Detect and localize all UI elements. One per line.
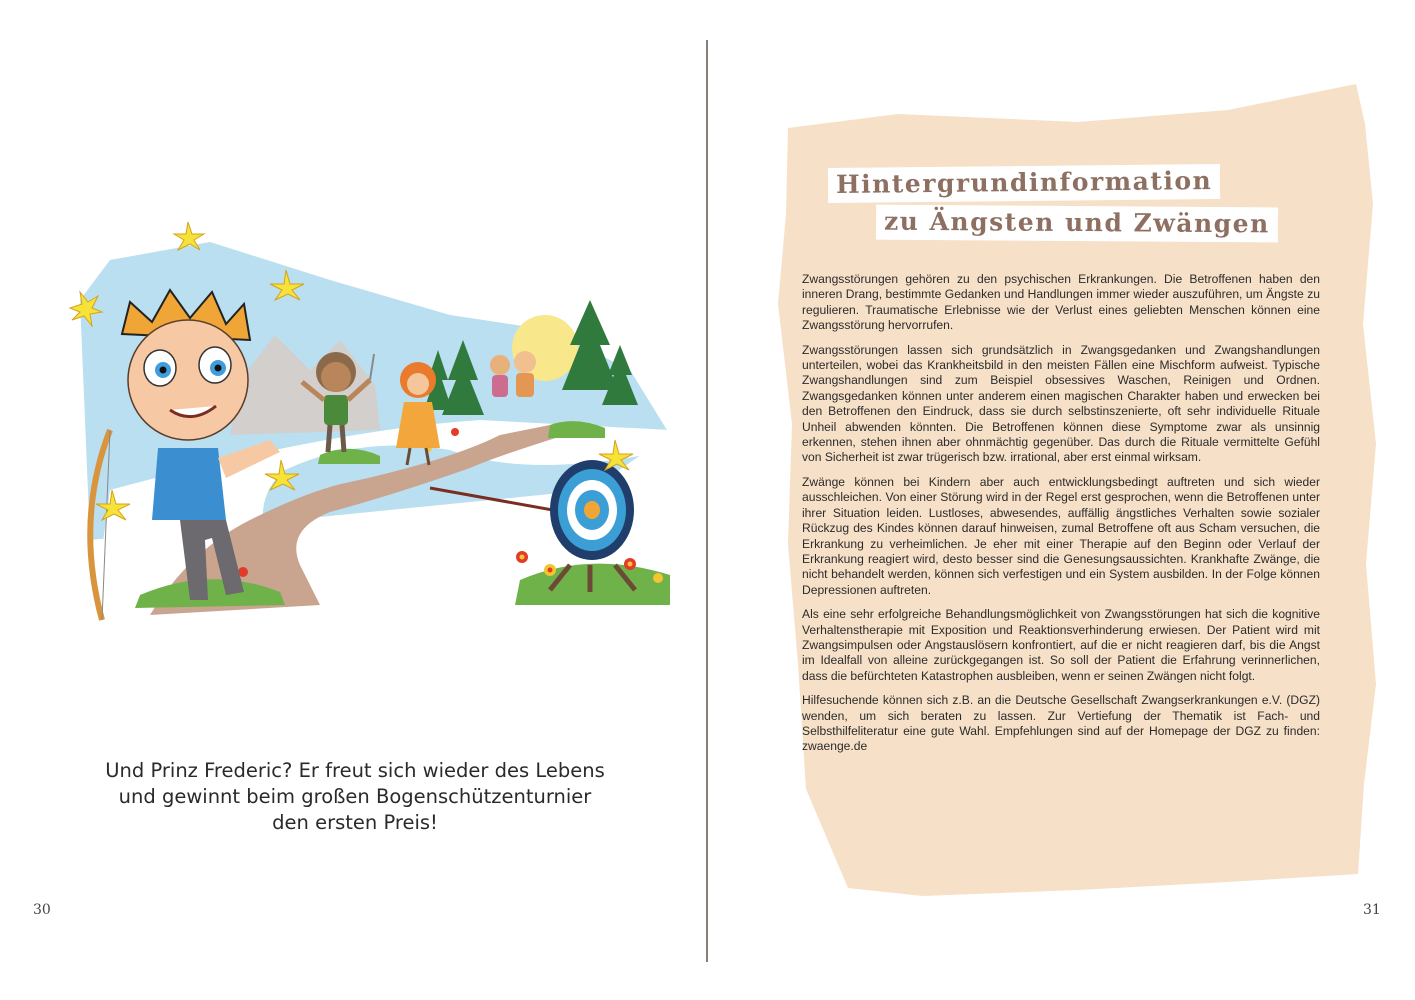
- caption-line: den ersten Preis!: [272, 811, 438, 834]
- title-line-1: Hintergrundinformation: [828, 164, 1221, 203]
- right-page: [708, 0, 1415, 1000]
- page-number-right: 31: [1363, 902, 1381, 918]
- paragraph: Hilfesuchende können sich z.B. an die Deutsche Gesellschaft Zwangserkrankungen e.V. (DGZ) wenden, um sich beraten zu lassen. Zur Vertiefung der Thematik ist Fach- und Selbsthilfeliteratur eine gute Wahl. Empfehlungen sind auf der Homepage der DGZ zu finden: zwaenge.de: [802, 693, 1320, 754]
- archery-target-icon: [550, 460, 635, 592]
- left-page: [0, 0, 706, 1000]
- title-line-2: zu Ängsten und Zwängen: [876, 205, 1278, 243]
- caption-line: und gewinnt beim großen Bogenschützenturnier: [118, 785, 592, 808]
- paragraph: Zwangsstörungen gehören zu den psychischen Erkrankungen. Die Betroffenen haben den inneren Drang, bestimmte Gedanken und Handlungen immer wieder auszuführen, um Ängste zu regulieren. Traumatische Erlebnisse wie der Verlust eines geliebten Menschen können eine Zwangsstörung hervorrufen.: [802, 272, 1320, 333]
- paragraph: Zwangsstörungen lassen sich grundsätzlich in Zwangsgedanken und Zwangshandlungen unterteilen, wobei das Krankheitsbild in den meisten Fällen eine Mischform aufweist. Typische Zwangshandlungen sind zum Beispiel obsessives Waschen, Reinigen und Ordnen. Zwangsgedanken können unter anderem einen magischen Charakter haben und erwecken bei den Betroffenen den Eindruck, dass sie durch selbstinszenierte, oft sehr individuelle Rituale Unheil abwenden könnten. Die Betroffenen können diese Symptome zwar als unsinnig erkennen, stehen ihnen aber ohnmächtig gegenüber. Das durch die Rituale vermittelte Gefühl von Sicherheit ist zwar trügerisch bzw. irrational, aber erst einmal wirksam.: [802, 342, 1320, 465]
- caption-line: Und Prinz Frederic? Er freut sich wieder des Lebens: [105, 759, 605, 782]
- paragraph: Als eine sehr erfolgreiche Behandlungsmöglichkeit von Zwangsstörungen hat sich die kognitive Verhaltenstherapie mit Exposition und Reaktionsverhinderung erwiesen. Der Patient wird mit Zwangsimpulsen oder Angstauslösern konfrontiert, auf die er nicht reagieren darf, bis die Angst im Idealfall von alleine zurückgegangen ist. So soll der Patient die Erfahrung verinnerlichen, dass die befürchteten Katastrophen ausbleiben, wenn er seinen Zwängen nicht folgt.: [802, 607, 1320, 683]
- page-number-left: 30: [33, 902, 51, 918]
- article-body: [802, 272, 1320, 764]
- paragraph: Zwänge können bei Kindern aber auch entwicklungsbedingt auftreten und sich wieder ausschleichen. Von einer Störung wird in der Regel erst gesprochen, wenn die Betroffenen unter ihrer Situation leiden. Lustloses, abwesendes, auffällig ängstliches Verhalten sowie sozialer Rückzug des Kindes können darauf hinweisen, zumal Betroffene oft aus Scham versuchen, die Erkrankung zu verheimlichen. Je eher mit einer Therapie auf den Beginn oder Verlauf der Erkrankung reagiert wird, desto besser sind die Genesungsaussichten. Krankhafte Zwänge, die nicht behandelt werden, können sich verfestigen und ein System ausbilden. In der Folge können Depressionen auftreten.: [802, 474, 1320, 597]
- story-caption: [60, 758, 650, 836]
- illustration-prince-archer: [30, 220, 690, 640]
